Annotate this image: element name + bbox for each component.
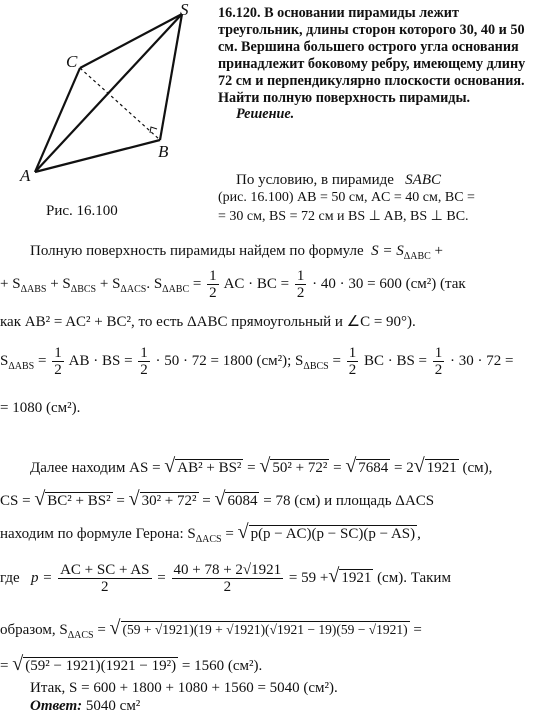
answer-label: Ответ: [30, 698, 83, 714]
edge-ac [35, 68, 80, 172]
fraction: $\frac{1}{2}$ [434, 345, 443, 378]
answer-line [30, 698, 140, 715]
pyramid-figure [0, 0, 215, 200]
text-line: где p = $\frac{AC + SC + AS}{2}$ = $\frac{40 + 78 + 2√1921}{2}$ = 59 +√ 1921 (см). Таким [0, 562, 451, 595]
figure-caption: Рис. 16.100 [46, 203, 118, 219]
fraction: $\frac{1}{2}$ [348, 345, 357, 378]
label-b: B [158, 142, 169, 161]
text-line: находим по формуле Герона: $S_{\Delta ACS}$ = √ p(p − AC)(p − SC)(p − AS) , [0, 521, 421, 545]
fraction: $\frac{1}{2}$ [296, 268, 305, 301]
label-a: A [20, 166, 31, 185]
text-line: образом, $S_{\Delta ACS}$ = √ (59 + √1921)(19 + √1921)(√1921 − 19)(59 − √1921) = [0, 617, 422, 641]
problem-text: В основании пирамиды лежит треугольник, длины сторон которого 30, 40 и 50 см. Вершина большего острого угла основания принадлежит боковому ребру, имеющему длину 72 см и перпендикулярно плоскости основания. Найти полную поверхность пирамиды. [218, 5, 526, 106]
text-line: + $S_{\Delta ABS} + S_{\Delta BCS} + S_{\Delta ACS}$. $S_{\Delta ABC}$ = $\frac{1}{2}$ AC · BC = $\frac{1}{2}$ · 40 · 30 = 600 (см²) (так [0, 268, 466, 301]
fraction: $\frac{1}{2}$ [140, 345, 148, 378]
fraction: $\frac{1}{2}$ [209, 268, 217, 301]
text-line: CS = √ BC² + BS² = √ 30² + 72² = √ 6084 = 78 (см) и площадь ΔACS [0, 488, 435, 510]
right-angle-mark [150, 127, 157, 133]
text-line: Итак, S = 600 + 1800 + 1080 + 1560 = 5040 (см²). [30, 680, 338, 696]
text-line: = √ (59² − 1921)(1921 − 19²) = 1560 (см²). [0, 653, 263, 675]
solution-label: Решение. [236, 106, 295, 123]
text-line: = 1080 (см²). [0, 400, 81, 416]
fraction: $\frac{1}{2}$ [54, 345, 62, 378]
text-line: Далее находим AS = √ AB² + BS² = √ 50² + 72² = √ 7684 = 2√ 1921 (см), [30, 455, 493, 477]
label-c: C [66, 52, 78, 71]
text-line: По условию, в пирамиде SABC [236, 172, 441, 188]
text-line: как AB² = AC² + BC², то есть ΔABC прямоугольный и ∠C = 90°). [0, 314, 416, 330]
label-s: S [180, 0, 189, 19]
problem-number: 16.120. [218, 5, 261, 21]
problem-statement [218, 5, 528, 123]
text-line: (рис. 16.100) AB = 50 см, AC = 40 см, BC = [218, 190, 475, 205]
text-line: Полную поверхность пирамиды найдем по формуле $S = S_{\Delta ABC}$ + [30, 243, 444, 262]
fraction: $\frac{AC + SC + AS}{2}$ [60, 562, 150, 595]
text-line: = 30 см, BS = 72 см и BS ⊥ AB, BS ⊥ BC. [218, 209, 469, 224]
text-line: $S_{\Delta ABS}$ = $\frac{1}{2}$ AB · BS = $\frac{1}{2}$ · 50 · 72 = 1800 (см²); $S_{\Delta BCS}$ = $\frac{1}{2}$ BC · BS = $\frac{1}{2}$ · 30 · 72 = [0, 345, 514, 378]
fraction: $\frac{40 + 78 + 2√1921}{2}$ [173, 562, 282, 595]
edge-ab [35, 140, 160, 172]
edge-cs [80, 14, 182, 68]
answer-value: 5040 см² [85, 698, 141, 714]
edge-cb-hidden [80, 68, 160, 140]
